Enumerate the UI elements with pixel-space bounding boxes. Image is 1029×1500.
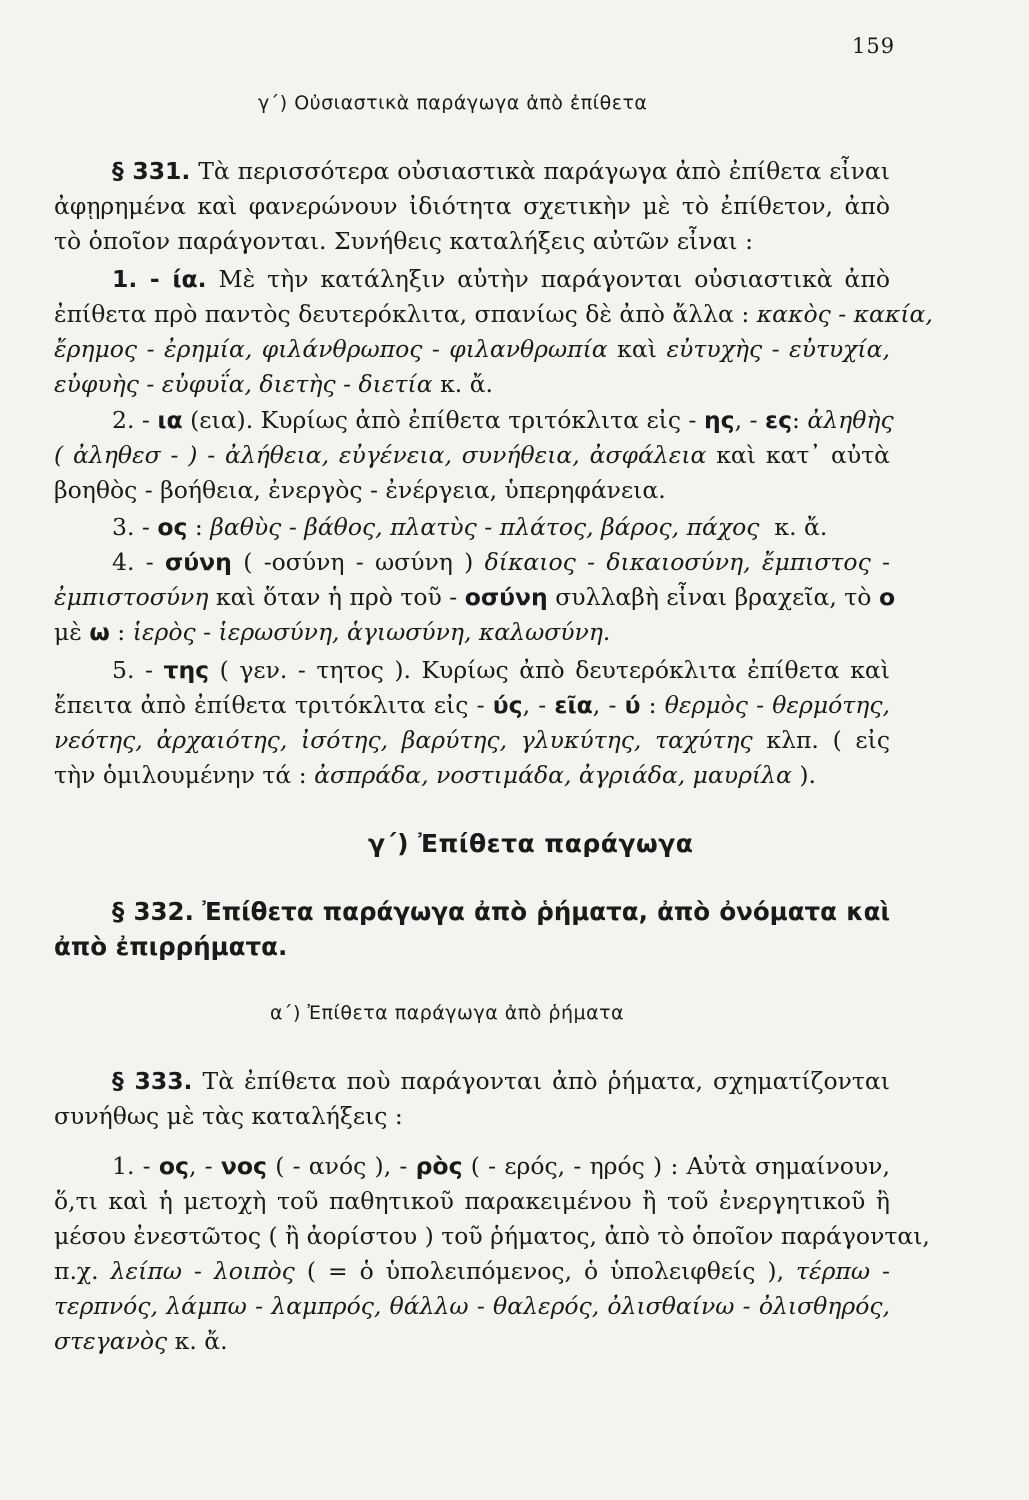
adj-item-1-line-3: μέσου ἐνεστῶτος ( ἢ ἀορίστου ) τοῦ ῥήματος, ἀπὸ τὸ ὁποῖον παράγονται, [54,1222,930,1250]
item-3-line-1: 3. - ος : βαθὺς - βάθος, πλατὺς - πλάτος, βάρος, πάχος κ. ἄ. [112,513,828,541]
item-4-line-3: μὲ ω : ἱερὸς - ἱερωσύνη, ἁγιωσύνη, καλωσύνη. [54,618,611,646]
item-1-line-2: ἐπίθετα πρὸ παντὸς δευτερόκλιτα, σπανίως δὲ ἀπὸ ἄλλα : κακὸς - κακία, [54,300,933,328]
item-2-line-2: ( ἀληθεσ - ) - ἀλήθεια, εὐγένεια, συνήθεια, ἀσφάλεια καὶ κατ᾿ αὐτὰ [54,441,890,469]
paragraph-333-line-2: συνήθως μὲ τὰς καταλήξεις : [54,1102,403,1130]
adj-item-1-line-6: στεγανὸς κ. ἄ. [54,1327,228,1355]
item-4-line-1: 4. - σύνη ( -οσύνη - ωσύνη ) δίκαιος - δικαιοσύνη, ἔμπιστος - [112,548,890,576]
page-number: 159 [852,34,896,58]
section-number-331: § 331. [112,157,191,185]
item-2-line-1: 2. - ια (εια). Κυρίως ἀπὸ ἐπίθετα τριτόκλιτα εἰς - ης, - ες: ἀληθὴς [112,406,894,434]
paragraph-331-line-3: τὸ ὁποῖον παράγονται. Συνήθεις καταλήξεις αὐτῶν εἶναι : [54,227,753,255]
item-5-line-1: 5. - της ( γεν. - τητος ). Κυρίως ἀπὸ δευτερόκλιτα ἐπίθετα καὶ [112,656,890,684]
paragraph-332-line-2: ἀπὸ ἐπιρρήματα. [54,932,288,961]
adj-item-1-line-5: τερπνός, λάμπω - λαμπρός, θάλλω - θαλερός, ὀλισθαίνω - ὀλισθηρός, [54,1292,890,1320]
item-5-line-4: τὴν ὁμιλουμένην τά : ἀσπράδα, νοστιμάδα, ἀγριάδα, μαυρίλα ). [54,761,817,789]
item-5-line-3: νεότης, ἀρχαιότης, ἰσότης, βαρύτης, γλυκύτης, ταχύτης κλπ. ( εἰς [54,726,890,754]
adj-item-1-line-1: 1. - ος, - νος ( - ανός ), - ρὸς ( - ερός, - ηρός ) : Αὐτὰ σημαίνουν, [112,1152,890,1180]
section-heading-derived-adjectives: γ΄) Ἐπίθετα παράγωγα [368,829,694,858]
item-4-line-2: ἐμπιστοσύνη καὶ ὅταν ἡ πρὸ τοῦ - οσύνη συλλαβὴ εἶναι βραχεῖα, τὸ ο [54,583,896,611]
item-1-line-4: εὐφυὴς - εὐφυΐα, διετὴς - διετία κ. ἄ. [54,370,494,398]
paragraph-331-line-2: ἀφῃρημένα καὶ φανερώνουν ἰδιότητα σχετικὴν μὲ τὸ ἐπίθετον, ἀπὸ [54,192,890,220]
paragraph-331-line-1: § 331. Τὰ περισσότερα οὐσιαστικὰ παράγωγα ἀπὸ ἐπίθετα εἶναι [112,157,890,185]
item-2-line-3: βοηθὸς - βοήθεια, ἐνεργὸς - ἐνέργεια, ὑπερηφάνεια. [54,476,666,504]
item-1-line-1: 1. - ία. Μὲ τὴν κατάληξιν αὐτὴν παράγονται οὐσιαστικὰ ἀπὸ [112,265,890,293]
item-1-line-3: ἔρημος - ἐρημία, φιλάνθρωπος - φιλανθρωπία καὶ εὐτυχὴς - εὐτυχία, [54,335,890,363]
paragraph-332-line-1: § 332. Ἐπίθετα παράγωγα ἀπὸ ῥήματα, ἀπὸ ὀνόματα καὶ [112,897,890,926]
adj-item-1-line-4: π.χ. λείπω - λοιπὸς ( = ὁ ὑπολειπόμενος, ὁ ὑπολειφθείς ), τέρπω - [54,1257,890,1285]
section-heading-nouns-from-adjectives: γ΄) Οὐσιαστικὰ παράγωγα ἀπὸ ἐπίθετα [258,92,648,114]
item-5-line-2: ἔπειτα ἀπὸ ἐπίθετα τριτόκλιτα εἰς - ύς, - εῖα, - ύ : θερμὸς - θερμότης, [54,691,890,719]
subsection-heading-from-verbs: α΄) Ἐπίθετα παράγωγα ἀπὸ ῥήματα [270,1002,625,1024]
adj-item-1-line-2: ὅ,τι καὶ ἡ μετοχὴ τοῦ παθητικοῦ παρακειμένου ἢ τοῦ ἐνεργητικοῦ ἢ [54,1187,890,1215]
paragraph-333-line-1: § 333. Τὰ ἐπίθετα ποὺ παράγονται ἀπὸ ῥήματα, σχηματίζονται [112,1067,890,1095]
